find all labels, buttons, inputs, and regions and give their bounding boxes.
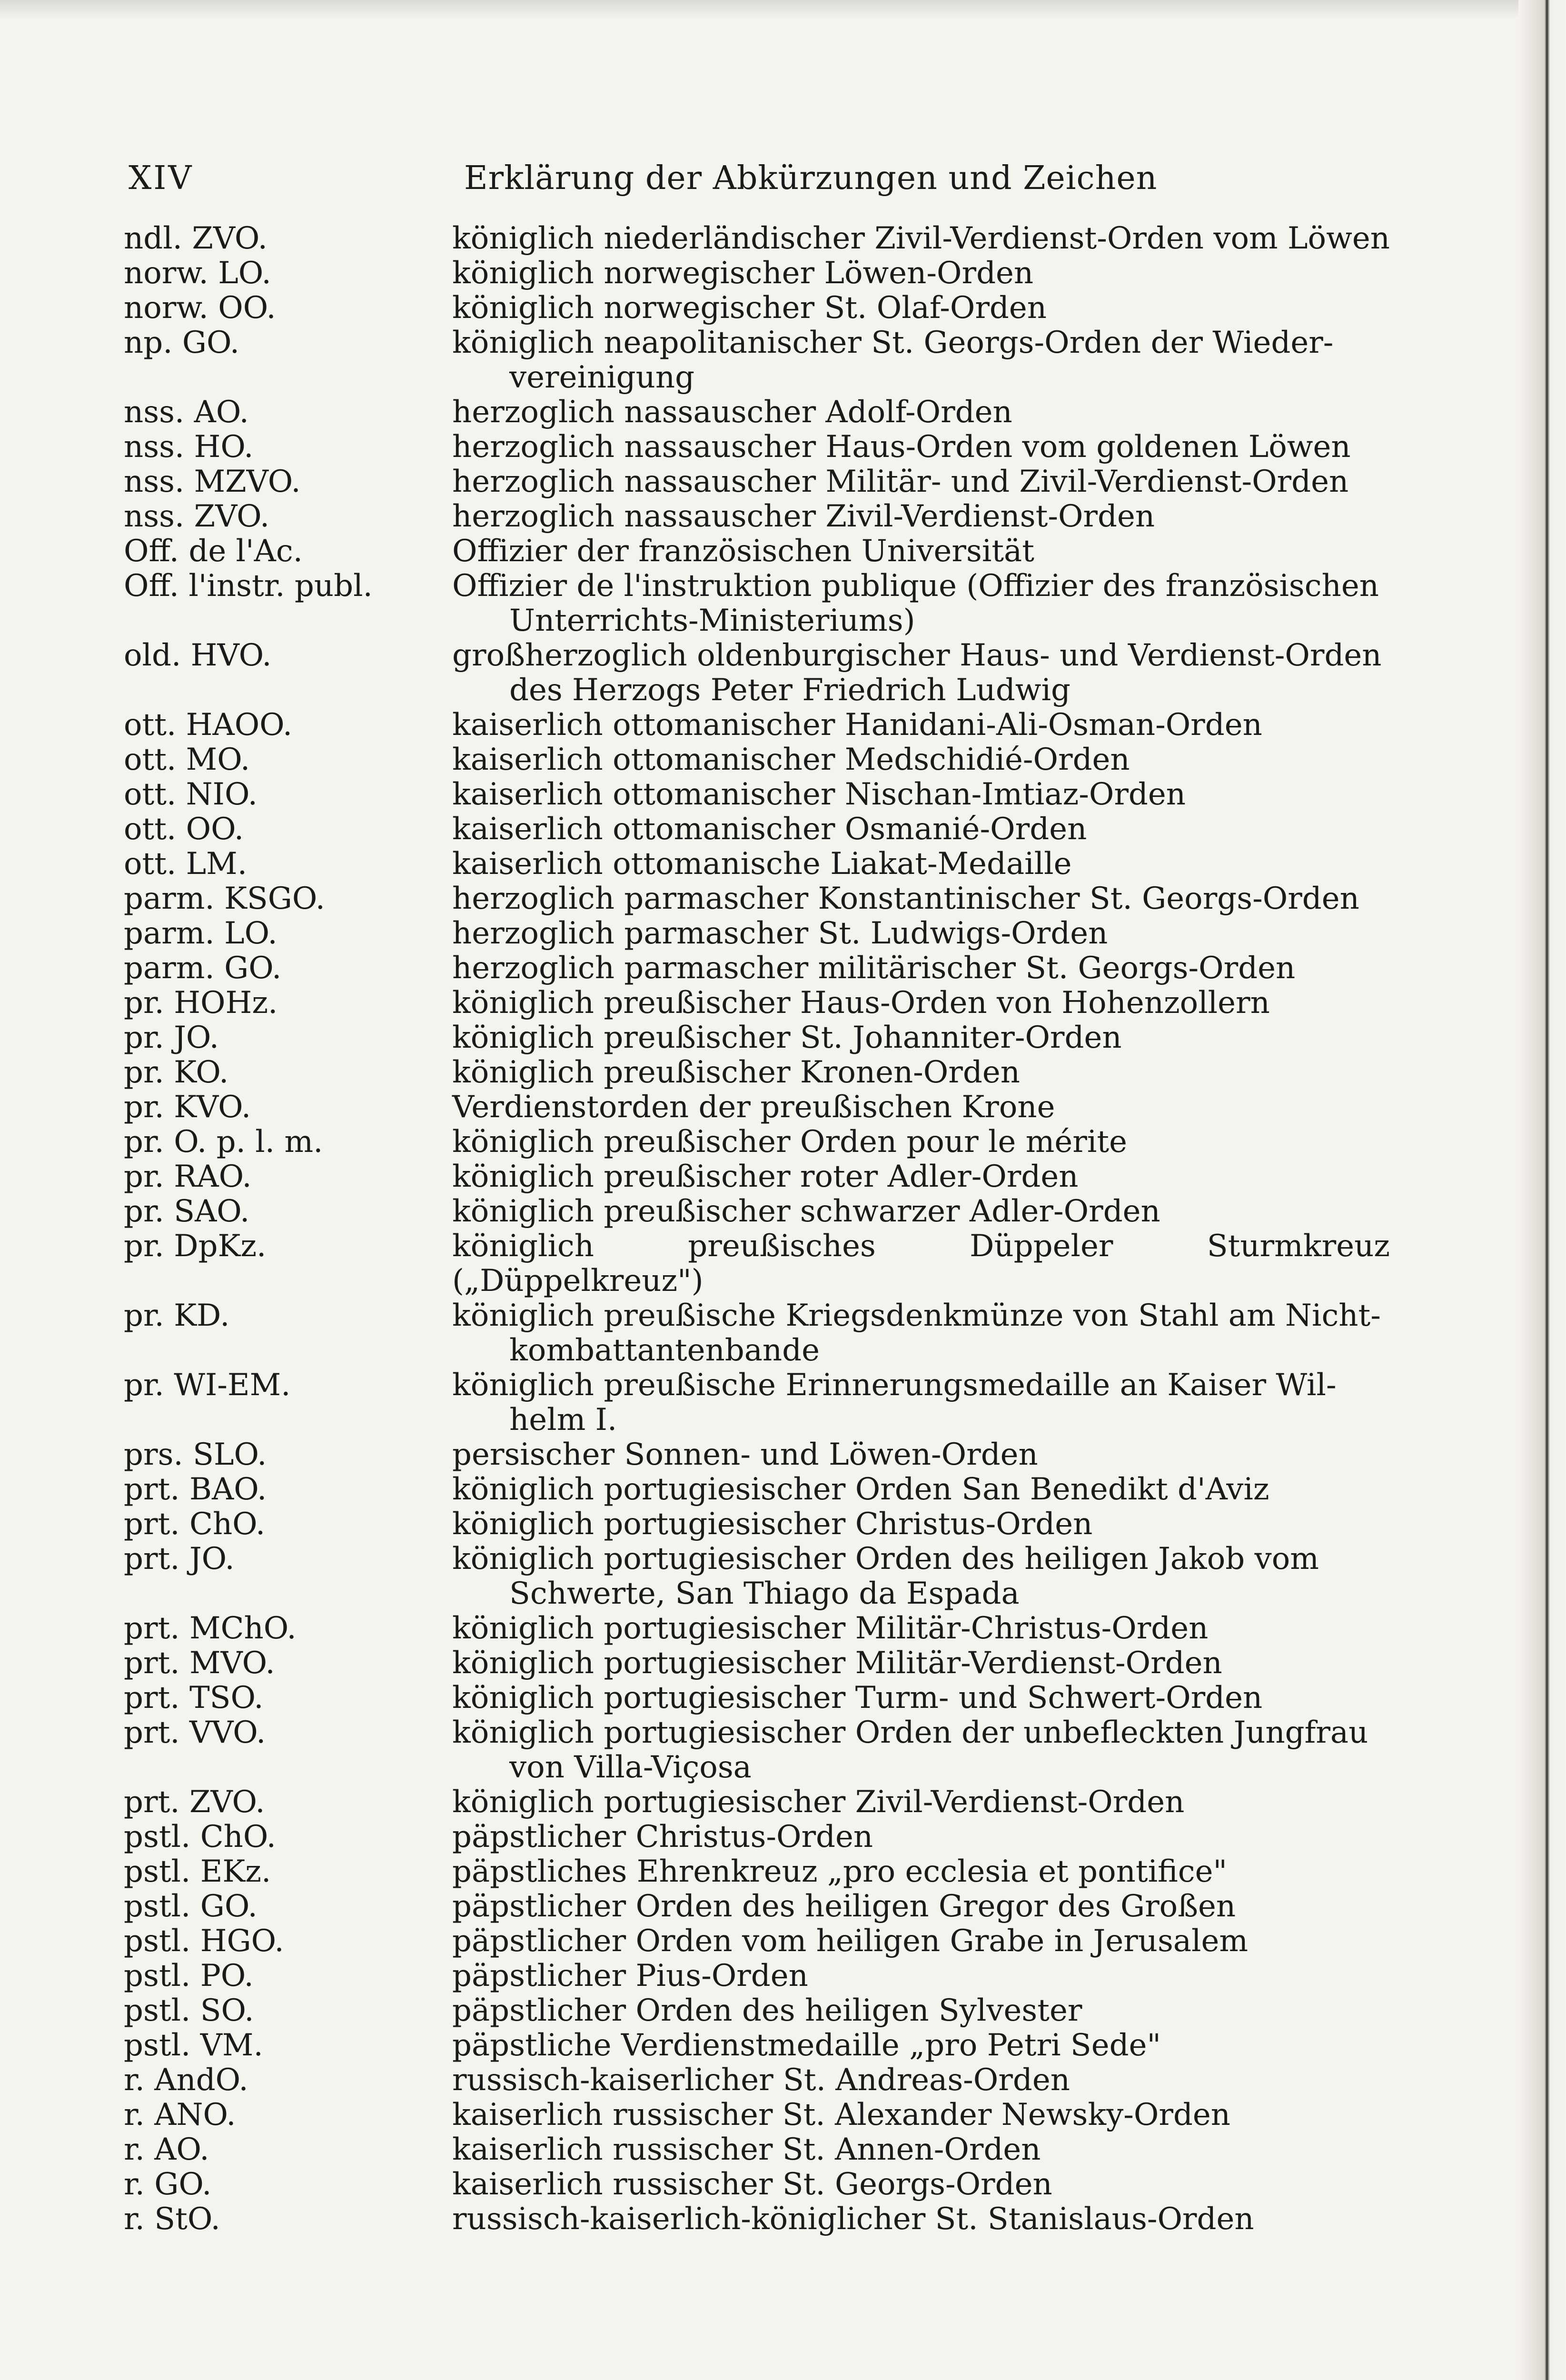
abbreviation-entry [119,465,1404,499]
abbreviation-entry [119,1993,1404,2028]
abbreviation-entry [119,1160,1404,1194]
entry-abbreviation: pstl. EKz. [124,1854,271,1889]
entry-abbreviation: ott. LM. [124,846,248,882]
entry-definition [452,326,1390,395]
definition-line: königlich norwegischer Löwen-Orden [452,256,1034,291]
entry-definition [452,534,1390,569]
definition-line: königlich preußischer roter Adler-Orden [452,1159,1079,1194]
definition-line: kaiserlich ottomanischer Nischan-Imtiaz-Orden [452,777,1186,812]
entry-abbreviation: nss. AO. [124,395,249,430]
entry-definition [452,2132,1390,2167]
entry-abbreviation: nss. MZVO. [124,464,301,499]
entry-definition [452,1055,1390,1090]
abbreviation-entry [119,2132,1404,2167]
entry-definition [452,1438,1390,1472]
abbreviation-entry [119,1924,1404,1959]
entry-definition [452,1299,1390,1368]
entry-definition [452,1959,1390,1993]
entry-abbreviation: pr. KVO. [124,1090,251,1125]
definition-line: königlich preußischer Haus-Orden von Hohenzollern [452,985,1270,1021]
abbreviation-entry [119,1299,1404,1368]
page-header [129,152,1404,205]
abbreviation-entry [119,1959,1404,1993]
definition-line: königlich preußischer St. Johanniter-Orden [452,1020,1122,1055]
abbreviation-entry [119,569,1404,638]
abbreviation-entry [119,986,1404,1021]
abbreviation-entry [119,534,1404,569]
abbreviation-entry [119,1194,1404,1229]
definition-line: Offizier der französischen Universität [452,534,1034,569]
entry-definition [452,1229,1390,1299]
definition-line: Offizier de l'instruktion publique (Offizier des französischen [452,568,1379,604]
entry-abbreviation: r. AndO. [124,2063,248,2098]
entry-definition [452,1993,1390,2028]
definition-line: königlich norwegischer St. Olaf-Orden [452,290,1047,326]
entry-abbreviation: pstl. SO. [124,1993,254,2028]
entry-definition [452,465,1390,499]
entry-abbreviation: np. GO. [124,325,240,360]
definition-line: päpstlicher Orden des heiligen Gregor des Großen [452,1889,1236,1924]
definition-continuation-line: Schwerte, San Thiago da Espada [509,1576,1020,1611]
abbreviation-entry [119,1438,1404,1472]
abbreviation-entry [119,291,1404,326]
definition-line: kaiserlich ottomanischer Osmanié-Orden [452,812,1087,847]
definition-line: königlich portugiesischer Orden San Benedikt d'Aviz [452,1472,1269,1507]
entry-definition [452,1924,1390,1959]
entry-definition [452,1785,1390,1820]
abbreviation-entry [119,1090,1404,1125]
definition-continuation-line: von Villa-Viçosa [509,1750,752,1785]
abbreviation-entry [119,847,1404,882]
definition-line: königlich preußischer schwarzer Adler-Orden [452,1194,1160,1229]
abbreviation-entry [119,916,1404,951]
abbreviation-entry [119,256,1404,291]
definition-line: kaiserlich russischer St. Annen-Orden [452,2132,1041,2167]
entry-abbreviation: pr. KO. [124,1055,229,1090]
entry-definition [452,951,1390,986]
definition-line: herzoglich nassauscher Zivil-Verdienst-Orden [452,499,1155,534]
definition-line: päpstlicher Orden vom heiligen Grabe in Jerusalem [452,1924,1249,1959]
entry-abbreviation: prt. JO. [124,1541,235,1577]
entry-definition [452,777,1390,812]
definition-line: königlich portugiesischer Orden des heiligen Jakob vom [452,1541,1319,1577]
definition-line: königlich portugiesischer Militär-Verdienst-Orden [452,1646,1222,1681]
entry-abbreviation: r. GO. [124,2167,212,2202]
abbreviation-entry [119,499,1404,534]
entry-abbreviation: r. AO. [124,2132,209,2167]
entry-abbreviation: pstl. PO. [124,1958,254,1993]
definition-line: herzoglich parmascher Konstantinischer St. Georgs-Orden [452,881,1359,916]
entry-definition [452,1472,1390,1507]
entry-definition [452,1125,1390,1160]
abbreviation-entry [119,951,1404,986]
entry-abbreviation: pstl. ChO. [124,1819,276,1854]
definition-line: königlich portugiesischer Orden der unbefleckten Jungfrau [452,1715,1368,1750]
abbreviation-entry [119,1889,1404,1924]
abbreviation-entry [119,2098,1404,2132]
entry-abbreviation: pr. O. p. l. m. [124,1124,323,1160]
abbreviation-entry [119,1507,1404,1542]
entry-abbreviation: ott. OO. [124,812,244,847]
entry-definition [452,2098,1390,2132]
definition-line: kaiserlich russischer St. Alexander Newsky-Orden [452,2097,1230,2132]
definition-line: persischer Sonnen- und Löwen-Orden [452,1437,1038,1472]
entry-definition [452,916,1390,951]
entry-definition [452,2167,1390,2202]
entry-abbreviation: pr. DpKz. [124,1229,267,1264]
abbreviation-entry [119,777,1404,812]
entry-definition [452,1507,1390,1542]
scan-edge-top [0,0,1566,19]
abbreviation-entry [119,1646,1404,1681]
entry-abbreviation: norw. LO. [124,256,271,291]
abbreviation-entry [119,812,1404,847]
abbreviation-entry [119,1229,1404,1299]
entry-abbreviation: prt. MChO. [124,1611,297,1646]
definition-line: päpstliche Verdienstmedaille „pro Petri Sede" [452,2028,1161,2063]
scan-edge-right [1518,0,1566,2380]
definition-line: päpstlicher Orden des heiligen Sylvester [452,1993,1082,2028]
abbreviation-entry [119,430,1404,465]
entry-abbreviation: prt. VVO. [124,1715,266,1750]
entry-abbreviation: r. StO. [124,2202,220,2237]
abbreviation-entry [119,1472,1404,1507]
abbreviation-entry [119,1611,1404,1646]
entry-abbreviation: ott. NIO. [124,777,258,812]
abbreviation-entry [119,2202,1404,2237]
definition-line: päpstlicher Christus-Orden [452,1819,873,1854]
definition-line: kaiserlich ottomanischer Hanidani-Ali-Osman-Orden [452,707,1262,743]
entry-abbreviation: prt. ChO. [124,1507,266,1542]
definition-line: herzoglich parmascher militärischer St. Georgs-Orden [452,951,1296,986]
abbreviation-entry [119,638,1404,708]
entry-abbreviation: parm. LO. [124,916,278,951]
definition-line: herzoglich nassauscher Adolf-Orden [452,395,1012,430]
entry-definition [452,2028,1390,2063]
definition-line: Verdienstorden der preußischen Krone [452,1090,1055,1125]
entry-definition [452,1542,1390,1611]
abbreviation-entry [119,2063,1404,2098]
definition-line: päpstliches Ehrenkreuz „pro ecclesia et pontifice" [452,1854,1227,1889]
definition-line: russisch-kaiserlich-königlicher St. Stanislaus-Orden [452,2202,1254,2237]
definition-line: königlich preußischer Orden pour le mérite [452,1124,1127,1160]
definition-line: herzoglich nassauscher Militär- und Zivil-Verdienst-Orden [452,464,1349,499]
definition-line: königlich niederländischer Zivil-Verdienst-Orden vom Löwen [452,221,1390,256]
entry-abbreviation: prs. SLO. [124,1437,267,1472]
entry-abbreviation: prt. MVO. [124,1646,275,1681]
abbreviation-list [119,221,1404,2268]
definition-line: kaiserlich ottomanischer Medschidié-Orden [452,742,1130,777]
entry-abbreviation: pstl. VM. [124,2028,263,2063]
entry-definition [452,847,1390,882]
abbreviation-entry [119,1820,1404,1854]
entry-abbreviation: pr. KD. [124,1298,230,1333]
entry-definition [452,638,1390,708]
entry-definition [452,1716,1390,1785]
entry-definition [452,1368,1390,1438]
definition-continuation-line: Unterrichts-Ministeriums) [509,603,915,638]
entry-definition [452,395,1390,430]
entry-abbreviation: parm. KSGO. [124,881,325,916]
entry-definition [452,2063,1390,2098]
entry-definition [452,743,1390,777]
abbreviation-entry [119,1854,1404,1889]
abbreviation-entry [119,1542,1404,1611]
abbreviation-entry [119,1368,1404,1438]
entry-abbreviation: pr. RAO. [124,1159,252,1194]
definition-line: kaiserlich ottomanische Liakat-Medaille [452,846,1072,882]
definition-line: päpstlicher Pius-Orden [452,1958,808,1993]
entry-definition [452,221,1390,256]
definition-line: königlich portugiesischer Christus-Orden [452,1507,1093,1542]
entry-abbreviation: ott. MO. [124,742,250,777]
entry-definition [452,812,1390,847]
definition-line: herzoglich parmascher St. Ludwigs-Orden [452,916,1108,951]
abbreviation-entry [119,708,1404,743]
entry-abbreviation: Off. l'instr. publ. [124,568,373,604]
entry-abbreviation: pr. HOHz. [124,985,278,1021]
entry-abbreviation: ott. HAOO. [124,707,293,743]
abbreviation-entry [119,1055,1404,1090]
entry-definition [452,1854,1390,1889]
entry-definition [452,1194,1390,1229]
entry-abbreviation: parm. GO. [124,951,282,986]
entry-abbreviation: r. ANO. [124,2097,236,2132]
definition-continuation-line: helm I. [509,1402,617,1438]
abbreviation-entry [119,882,1404,916]
definition-continuation-line: vereinigung [509,360,695,395]
abbreviation-entry [119,743,1404,777]
entry-abbreviation: pstl. GO. [124,1889,258,1924]
entry-abbreviation: prt. BAO. [124,1472,267,1507]
definition-line: königlich preußische Erinnerungsmedaille an Kaiser Wil- [452,1368,1337,1403]
abbreviation-entry [119,326,1404,395]
entry-definition [452,1646,1390,1681]
definition-line: königlich preußischer Kronen-Orden [452,1055,1020,1090]
definition-line: herzoglich nassauscher Haus-Orden vom goldenen Löwen [452,429,1351,465]
definition-line: königlich portugiesischer Zivil-Verdienst-Orden [452,1785,1185,1820]
entry-abbreviation: norw. OO. [124,290,276,326]
entry-abbreviation: pr. SAO. [124,1194,250,1229]
abbreviation-entry [119,395,1404,430]
entry-abbreviation: Off. de l'Ac. [124,534,303,569]
definition-line: kaiserlich russischer St. Georgs-Orden [452,2167,1052,2202]
entry-definition [452,708,1390,743]
entry-abbreviation: old. HVO. [124,638,272,673]
definition-line: großherzoglich oldenburgischer Haus- und Verdienst-Orden [452,638,1382,673]
abbreviation-entry [119,1785,1404,1820]
running-title: Erklärung der Abkürzungen und Zeichen [464,159,1158,197]
entry-abbreviation: nss. HO. [124,429,254,465]
entry-abbreviation: pr. WI-EM. [124,1368,291,1403]
entry-definition [452,1611,1390,1646]
abbreviation-entry [119,221,1404,256]
entry-definition [452,499,1390,534]
definition-line: königlich portugiesischer Turm- und Schwert-Orden [452,1680,1263,1716]
abbreviation-entry [119,2167,1404,2202]
definition-line: königlich neapolitanischer St. Georgs-Orden der Wieder- [452,325,1334,360]
abbreviation-entry [119,1681,1404,1716]
definition-line: königlich portugiesischer Militär-Christus-Orden [452,1611,1209,1646]
entry-definition [452,1090,1390,1125]
entry-definition [452,1021,1390,1055]
entry-abbreviation: prt. ZVO. [124,1785,265,1820]
entry-definition [452,1820,1390,1854]
entry-abbreviation: nss. ZVO. [124,499,270,534]
entry-definition [452,1160,1390,1194]
entry-abbreviation: ndl. ZVO. [124,221,268,256]
abbreviation-entry [119,1716,1404,1785]
entry-definition [452,291,1390,326]
entry-abbreviation: pstl. HGO. [124,1924,284,1959]
abbreviation-entry [119,1125,1404,1160]
entry-abbreviation: pr. JO. [124,1020,219,1055]
entry-definition [452,256,1390,291]
definition-continuation-line: des Herzogs Peter Friedrich Ludwig [509,673,1070,708]
page-number: XIV [129,159,194,197]
entry-definition [452,1681,1390,1716]
entry-definition [452,430,1390,465]
entry-definition [452,2202,1390,2237]
entry-definition [452,569,1390,638]
entry-definition [452,1889,1390,1924]
definition-line: russisch-kaiserlicher St. Andreas-Orden [452,2063,1070,2098]
abbreviation-entry [119,1021,1404,1055]
definition-line: königlich preußische Kriegsdenkmünze von Stahl am Nicht- [452,1298,1381,1333]
entry-definition [452,882,1390,916]
definition-continuation-line: kombattantenbande [509,1333,820,1368]
abbreviation-entry [119,2028,1404,2063]
entry-abbreviation: prt. TSO. [124,1680,264,1716]
definition-line: königlich preußisches Düppeler Sturmkreuz („Düppelkreuz") [452,1229,1390,1299]
entry-definition [452,986,1390,1021]
